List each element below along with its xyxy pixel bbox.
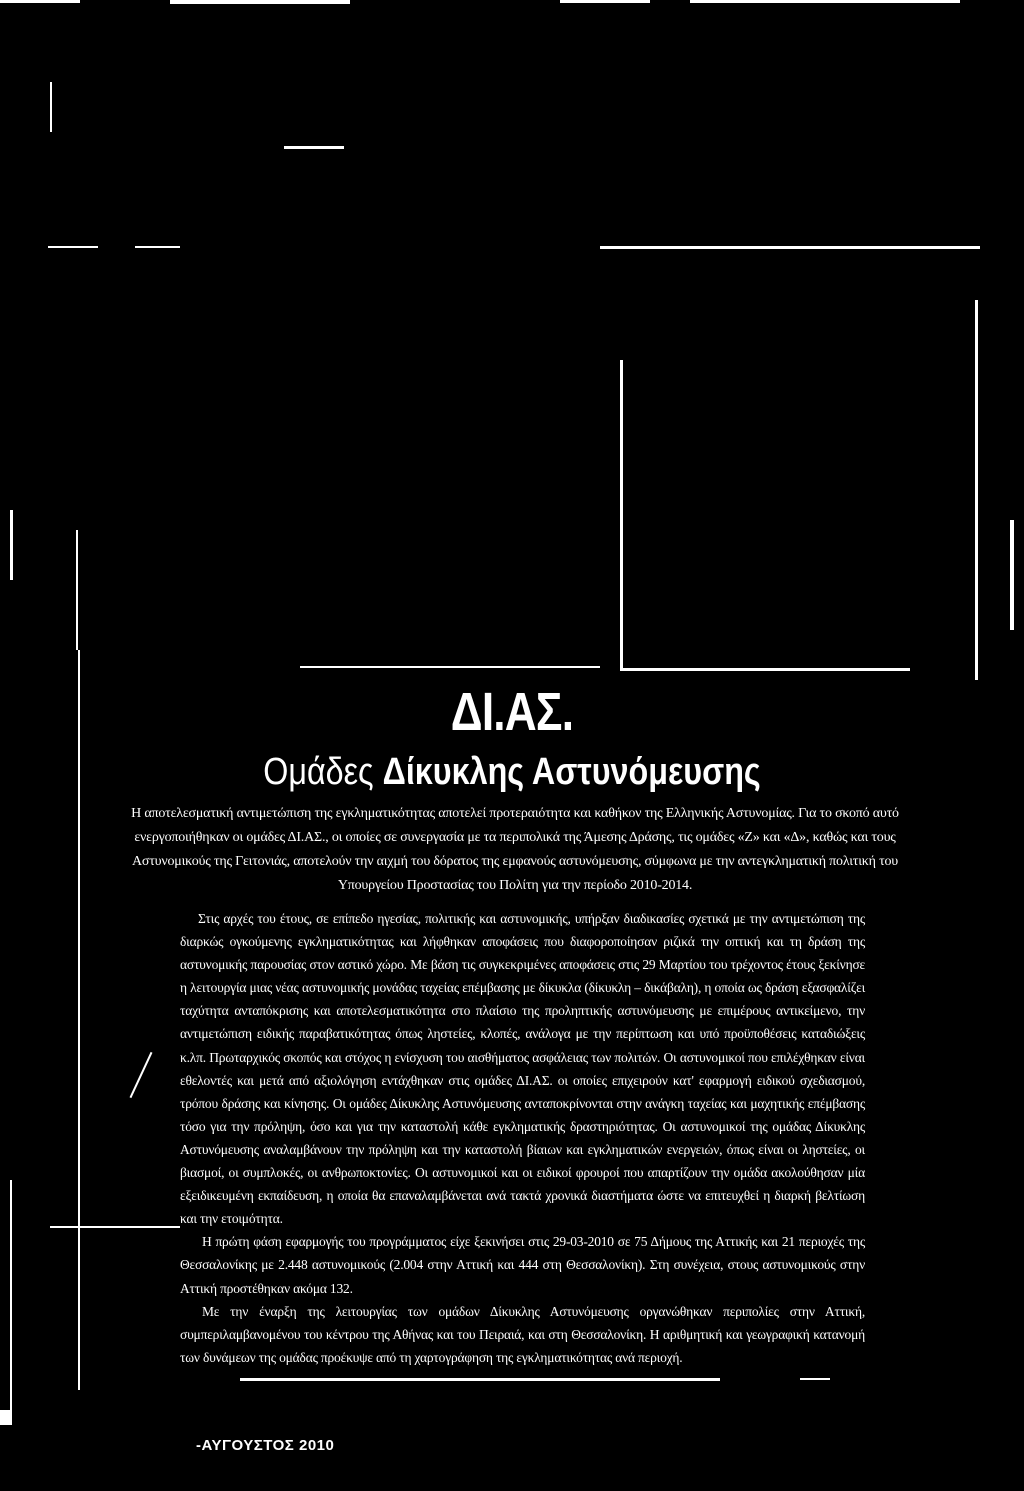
article-title: ΔΙ.ΑΣ.	[450, 682, 574, 742]
frame-line-under-title	[300, 666, 600, 668]
body-paragraph: Στις αρχές του έτους, σε επίπεδο ηγεσίας, πολιτικής και αστυνομικής, υπήρξαν διαδικασίες σχετικά με την αντιμετώπιση της διαρκώς ογκούμενης εγκληματικότητας και λήφθηκαν αποφάσεις που διαφοροποίησαν ριζικά την οπτική και τη δράση της αστυνομικής παρουσίας στον αστικό χώρο. Με βάση τις συγκεκριμένες αποφάσεις στις 29 Μαρτίου του τρέχοντος έτους ξεκίνησε η λειτουργία μιας νέας αστυνομικής μονάδας ταχείας επέμβασης με δίκυκλα (δίκυκλη – δικάβαλη), η οποία ως δράση εξασφαλίζει ταχύτητα ανταπόκρισης και αποτελεσματικότητα στο πλαίσιο της προληπτικής αστυνόμευσης με επιμέρους αντικείμενο, την αντιμετώπιση ειδικής παραβατικότητας όπως ληστείες, κλοπές, ανάλογα με την περίπτωση και υπό προϋποθέσεις καταδιώξεις κ.λπ. Πρωταρχικός σκοπός και στόχος η ενίσχυση του αισθήματος ασφάλειας των πολιτών. Οι αστυνομικοί που επιλέχθηκαν είναι εθελοντές και μετά από αξιολόγηση εντάχθηκαν στις ομάδες ΔΙ.ΑΣ. οι οποίες επιχειρούν κατ' εφαρμογή ειδικού σχεδιασμού, τρόπου δράσης και κίνησης. Οι ομάδες Δίκυκλης Αστυνόμευσης ανταποκρίνονται στην ανάγκη ταχείας και μαχητικής επέμβασης τόσο για την πρόληψη, όσο και για την καταστολή κάθε εγκληματικής δραστηριότητας. Οι αστυνομικοί της ομάδας Δίκυκλης Αστυνόμευσης αναλαμβάνουν την πρόληψη και την καταστολή βίαιων και εγκληματικών ενεργειών, όπως είναι οι ληστείες, οι βιασμοί, οι συμπλοκές, οι ανθρωποκτονίες. Οι αστυνομικοί και οι ειδικοί φρουροί που απαρτίζουν την ομάδα ακολούθησαν μία εξειδικευμένη εκπαίδευση, η οποία θα επαναλαμβάνεται ανά τακτά χρονικά διαστήματα ώστε να επιτευχθεί η διαρκή βελτίωση και την ετοιμότητα.	[180, 911, 865, 1227]
frame-line-left	[50, 82, 52, 132]
article-body	[180, 907, 865, 1369]
bottom-rule-2	[800, 1378, 830, 1380]
subtitle-bold: Δίκυκλης Αστυνόμευσης	[382, 751, 761, 793]
frame-line-center	[620, 360, 623, 670]
slash-mark	[130, 1052, 153, 1098]
frame-line-short	[284, 146, 344, 149]
subtitle-plain: Ομάδες	[263, 751, 383, 793]
right-edge-mark	[1010, 520, 1014, 630]
left-edge-mark	[10, 510, 13, 580]
frame-line-bottom-right	[620, 668, 910, 671]
frame-line-mid-2	[135, 246, 180, 248]
bottom-left-corner	[0, 1410, 12, 1425]
frame-line-right	[975, 300, 978, 680]
left-edge-mark-2	[76, 530, 78, 650]
left-margin-line	[10, 1180, 12, 1420]
article-intro: Η αποτελεσματική αντιμετώπιση της εγκληματικότητας αποτελεί προτεραιότητα και καθήκον της Ελληνικής Αστυνομίας. Για το σκοπό αυτό ενεργοποιήθηκαν οι ομάδες ΔΙ.ΑΣ., οι οποίες σε συνεργασία με τα περιπολικά της Άμεσης Δράσης, τις ομάδες «Ζ» και «Δ», καθώς και τους Αστυνομικούς της Γειτονιάς, αποτελούν την αιχμή του δόρατος της εμφανούς αστυνόμευσης, σύμφωνα με την αντεγκληματική πολιτική του Υπουργείου Προστασίας του Πολίτη για την περίοδο 2010-2014.	[131, 806, 899, 893]
body-paragraph: Με την έναρξη της λειτουργίας των ομάδων Δίκυκλης Αστυνόμευσης οργανώθηκαν περιπολίες στην Αττική, συμπεριλαμβανομένου του κέντρου της Αθήνας και του Πειραιά, και στη Θεσσαλονίκη. Η αριθμητική και γεωγραφική κατανομή των δυνάμεων της ομάδας προέκυψε από τη χαρτογράφηση της εγκληματικότητας ανά περιοχή.	[180, 1303, 865, 1365]
bottom-rule	[240, 1378, 720, 1381]
left-rule	[50, 1226, 180, 1228]
frame-line-top-right	[600, 246, 980, 249]
issue-footer: -ΑΥΓΟΥΣΤΟΣ 2010	[196, 1437, 335, 1454]
frame-line-mid	[48, 246, 98, 248]
article-subtitle	[77, 748, 947, 796]
body-paragraph: Η πρώτη φάση εφαρμογής του προγράμματος είχε ξεκινήσει στις 29-03-2010 σε 75 Δήμους της Αττικής και 21 περιοχές της Θεσσαλονίκης με 2.448 αστυνομικούς (2.004 στην Αττική και 444 στη Θεσσαλονίκη). Στη συνέχεια, στους αστυνομικούς στην Αττική προστέθηκαν ακόμα 132.	[180, 1234, 865, 1296]
